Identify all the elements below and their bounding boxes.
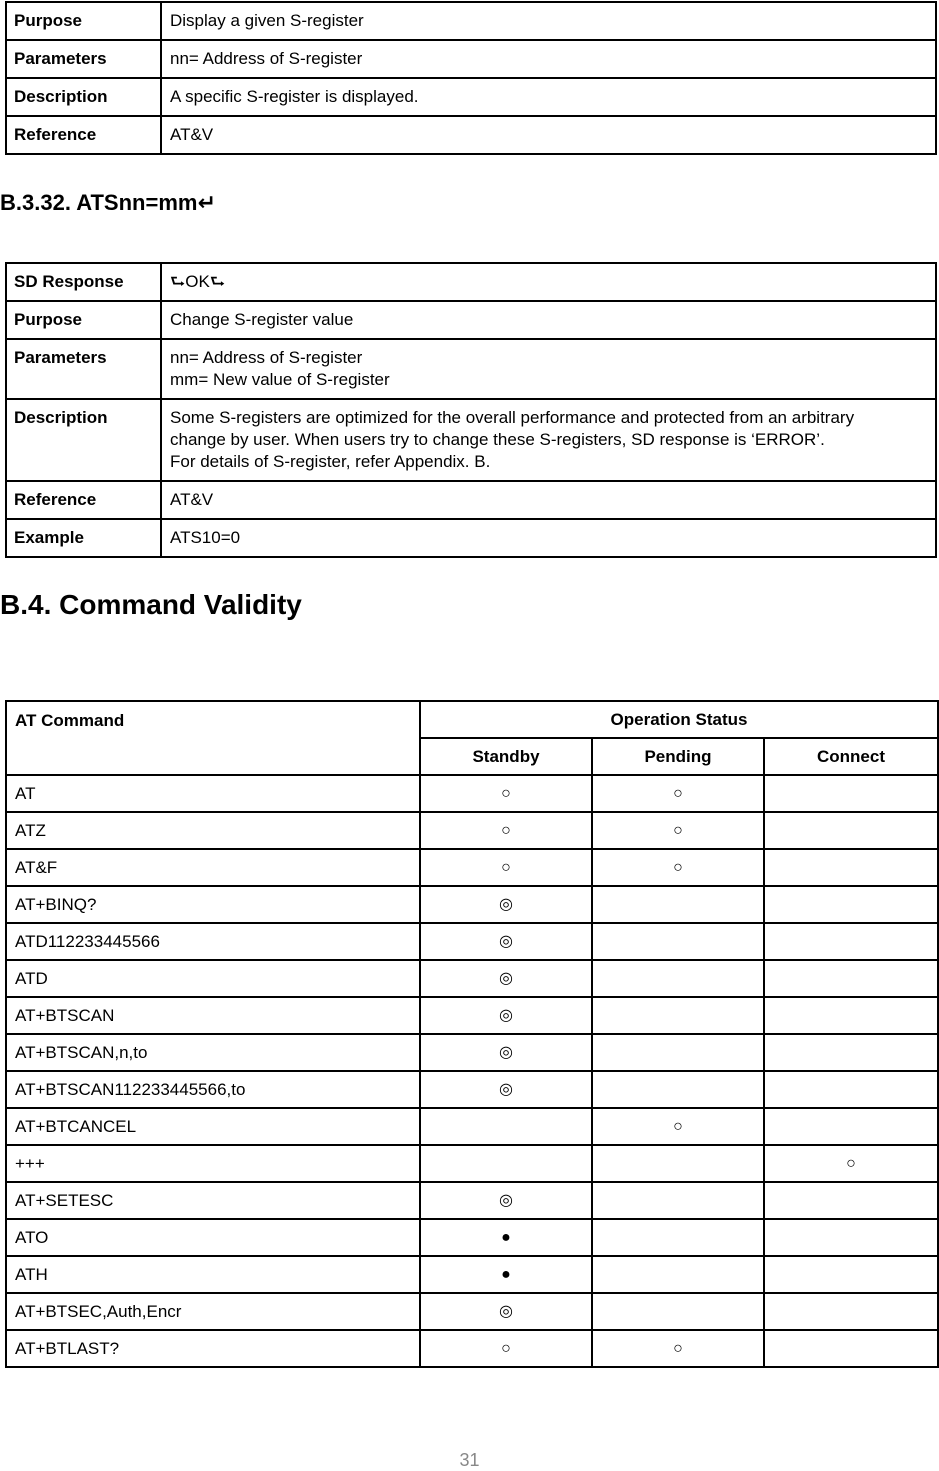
value-line: Change S-register value: [170, 310, 354, 329]
value-line: A specific S-register is displayed.: [170, 87, 419, 106]
status-mark-standby: ○: [420, 775, 592, 812]
command-cell: +++: [6, 1145, 420, 1182]
command-cell: AT&F: [6, 849, 420, 886]
table-row: [6, 1256, 938, 1293]
table-row: [6, 1108, 938, 1145]
table-row: [6, 997, 938, 1034]
s-register-display-table: [5, 1, 937, 155]
table-row: [6, 2, 936, 40]
status-mark-pending: ○: [592, 775, 764, 812]
table-row: [6, 481, 936, 519]
table-row: [6, 519, 936, 557]
row-value: [161, 78, 936, 116]
table-row: [6, 301, 936, 339]
status-mark-pending: [592, 960, 764, 997]
return-icon: ↵: [197, 190, 216, 215]
command-cell: ATH: [6, 1256, 420, 1293]
page-number: 31: [459, 1450, 480, 1470]
row-label: Description: [6, 399, 161, 481]
status-mark-connect: [764, 775, 938, 812]
status-mark-connect: [764, 960, 938, 997]
row-value: [161, 116, 936, 154]
status-mark-standby: ○: [420, 812, 592, 849]
status-mark-standby: ◎: [420, 1071, 592, 1108]
status-mark-connect: [764, 886, 938, 923]
status-mark-standby: ●: [420, 1256, 592, 1293]
command-cell: AT+BTSCAN,n,to: [6, 1034, 420, 1071]
table-row: [6, 923, 938, 960]
status-mark-pending: [592, 1071, 764, 1108]
row-value: [161, 301, 936, 339]
table-row: [6, 849, 938, 886]
status-mark-pending: [592, 1034, 764, 1071]
ats-set-command-table: [5, 262, 937, 558]
table-row: [6, 1293, 938, 1330]
command-cell: AT+BTSEC,Auth,Encr: [6, 1293, 420, 1330]
row-label: Purpose: [6, 301, 161, 339]
status-mark-connect: [764, 1330, 938, 1367]
table-row: [6, 339, 936, 399]
table-row: [6, 1071, 938, 1108]
status-mark-connect: [764, 1256, 938, 1293]
status-mark-connect: [764, 1034, 938, 1071]
status-mark-pending: ○: [592, 1330, 764, 1367]
value-line: nn= Address of S-register: [170, 49, 363, 68]
status-mark-connect: [764, 849, 938, 886]
row-label: Example: [6, 519, 161, 557]
status-mark-standby: ◎: [420, 1034, 592, 1071]
value-line: change by user. When users try to change these S-registers, SD response is ‘ERROR’.: [170, 430, 825, 449]
value-line: AT&V: [170, 125, 214, 144]
value-line: ⮑OK⮑: [170, 272, 226, 291]
value-line: ATS10=0: [170, 528, 241, 547]
status-mark-standby: ◎: [420, 997, 592, 1034]
row-label: Reference: [6, 116, 161, 154]
status-mark-connect: [764, 1293, 938, 1330]
status-mark-pending: [592, 1256, 764, 1293]
row-value: [161, 481, 936, 519]
status-mark-standby: ○: [420, 1330, 592, 1367]
status-mark-pending: ○: [592, 812, 764, 849]
value-line: AT&V: [170, 490, 214, 509]
status-mark-pending: [592, 923, 764, 960]
status-mark-connect: [764, 1071, 938, 1108]
command-cell: AT+BTSCAN: [6, 997, 420, 1034]
table-row: [6, 1330, 938, 1367]
table-row: [6, 399, 936, 481]
status-mark-connect: ○: [764, 1145, 938, 1182]
table-row: [6, 775, 938, 812]
row-value: [161, 339, 936, 399]
table-row: [6, 78, 936, 116]
table-row: [6, 1219, 938, 1256]
command-validity-table: [5, 700, 939, 1368]
row-value: [161, 40, 936, 78]
table-row: [6, 812, 938, 849]
command-cell: AT+SETESC: [6, 1182, 420, 1219]
status-mark-connect: [764, 997, 938, 1034]
command-cell: ATO: [6, 1219, 420, 1256]
table-row: [6, 40, 936, 78]
status-mark-connect: [764, 1182, 938, 1219]
table-row: [6, 116, 936, 154]
status-mark-pending: [592, 997, 764, 1034]
table-row: [6, 263, 936, 301]
row-label: SD Response: [6, 263, 161, 301]
status-mark-pending: ○: [592, 1108, 764, 1145]
value-line: Display a given S-register: [170, 11, 364, 30]
table-row: [6, 960, 938, 997]
value-line: mm= New value of S-register: [170, 370, 390, 389]
status-mark-standby: ◎: [420, 1293, 592, 1330]
section-heading-b332: B.3.32. ATSnn=mm↵: [0, 190, 216, 215]
status-mark-connect: [764, 923, 938, 960]
status-mark-standby: [420, 1145, 592, 1182]
value-line: nn= Address of S-register: [170, 348, 363, 367]
command-cell: ATZ: [6, 812, 420, 849]
status-mark-standby: ◎: [420, 923, 592, 960]
value-line: Some S-registers are optimized for the overall performance and protected from an arbitrary: [170, 408, 855, 427]
status-mark-connect: [764, 1108, 938, 1145]
row-value: [161, 2, 936, 40]
row-label: Purpose: [6, 2, 161, 40]
status-mark-pending: [592, 1145, 764, 1182]
command-cell: ATD112233445566: [6, 923, 420, 960]
status-mark-standby: [420, 1108, 592, 1145]
row-value: [161, 519, 936, 557]
table-row: [6, 886, 938, 923]
value-line: For details of S-register, refer Appendix. B.: [170, 452, 491, 471]
row-label: Parameters: [6, 40, 161, 78]
command-cell: AT+BTSCAN112233445566,to: [6, 1071, 420, 1108]
header-connect: Connect: [764, 738, 938, 775]
header-operation-status: Operation Status: [420, 701, 938, 738]
status-mark-pending: [592, 1293, 764, 1330]
status-mark-standby: ●: [420, 1219, 592, 1256]
row-label: Reference: [6, 481, 161, 519]
command-cell: ATD: [6, 960, 420, 997]
status-mark-connect: [764, 1219, 938, 1256]
row-label: Description: [6, 78, 161, 116]
command-cell: AT+BTLAST?: [6, 1330, 420, 1367]
table-row: [6, 1034, 938, 1071]
status-mark-standby: ◎: [420, 960, 592, 997]
header-standby: Standby: [420, 738, 592, 775]
section-heading-b4: B.4. Command Validity: [0, 589, 302, 620]
status-mark-standby: ◎: [420, 1182, 592, 1219]
status-mark-connect: [764, 812, 938, 849]
status-mark-pending: [592, 1182, 764, 1219]
command-cell: AT+BINQ?: [6, 886, 420, 923]
header-at-command: AT Command: [6, 701, 420, 775]
status-mark-standby: ◎: [420, 886, 592, 923]
header-pending: Pending: [592, 738, 764, 775]
command-cell: AT+BTCANCEL: [6, 1108, 420, 1145]
status-mark-pending: [592, 1219, 764, 1256]
row-label: Parameters: [6, 339, 161, 399]
table-row: [6, 1145, 938, 1182]
row-value: [161, 263, 936, 301]
status-mark-pending: ○: [592, 849, 764, 886]
table-row: [6, 1182, 938, 1219]
status-mark-standby: ○: [420, 849, 592, 886]
row-value: [161, 399, 936, 481]
command-cell: AT: [6, 775, 420, 812]
status-mark-pending: [592, 886, 764, 923]
